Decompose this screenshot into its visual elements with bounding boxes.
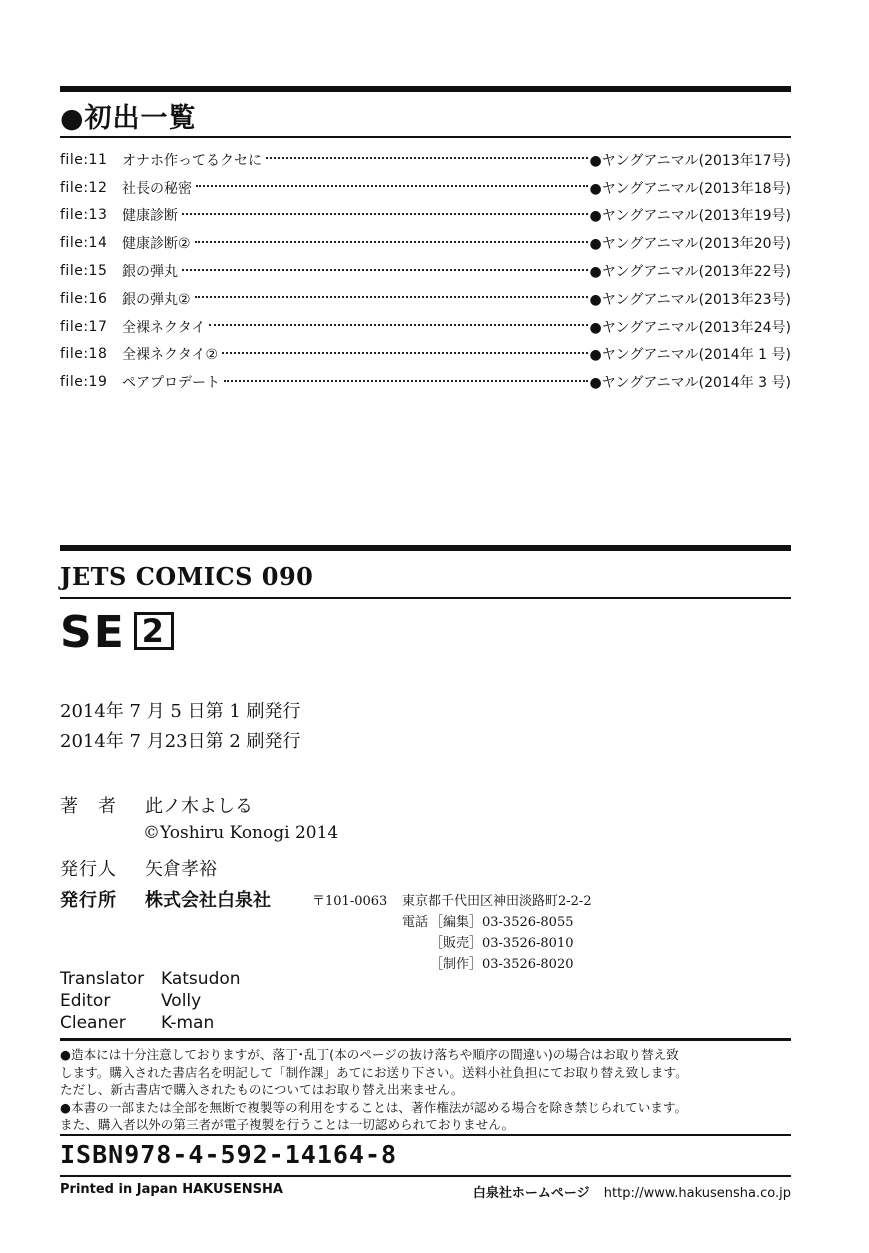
editor-name: Volly xyxy=(161,991,202,1011)
phone-sales: ［販売］03-3526-8010 xyxy=(430,936,574,951)
phone-label: 電話 xyxy=(402,915,429,930)
toc-chapter-title: 銀の弾丸② xyxy=(122,291,191,308)
volume-number: 2 xyxy=(134,612,174,650)
toc-row xyxy=(60,341,791,369)
toc-leader-dots xyxy=(195,296,588,298)
notice-top-rule xyxy=(60,1038,791,1041)
toc-magazine-issue: ●ヤングアニマル(2013年19号) xyxy=(589,208,791,225)
series-rule xyxy=(60,597,791,599)
author-name: 此ノ木よしる xyxy=(145,796,253,817)
toc-leader-dots xyxy=(182,213,588,215)
toc-magazine-issue: ●ヤングアニマル(2014年 1 号) xyxy=(589,347,791,364)
phone-production: ［制作］03-3526-8020 xyxy=(430,957,574,972)
toc-file-number: file:17 xyxy=(60,318,108,335)
homepage-line xyxy=(473,1182,791,1201)
toc-row xyxy=(60,229,791,257)
toc-leader-dots xyxy=(196,185,588,187)
toc-file-number: file:13 xyxy=(60,207,108,224)
notice-line: します。購入された書店名を明記して「制作課」あてにお送り下さい。送料小社負担にてお取り替え致します。 xyxy=(60,1064,688,1080)
toc-magazine-issue: ●ヤングアニマル(2013年18号) xyxy=(589,180,791,197)
toc-file-number: file:16 xyxy=(60,290,108,307)
toc-chapter-title: 全裸ネクタイ xyxy=(122,319,206,336)
toc-leader-dots xyxy=(224,380,588,382)
toc-file-number: file:18 xyxy=(60,346,108,363)
toc-leader-dots xyxy=(266,157,588,159)
issuer-label: 発行人 xyxy=(60,859,117,880)
toc-chapter-title: 社長の秘密 xyxy=(122,180,192,197)
toc-magazine-issue: ●ヤングアニマル(2013年17号) xyxy=(589,152,791,169)
isbn-code: ISBN978-4-592-14164-8 xyxy=(60,1140,398,1169)
notice-bottom-rule xyxy=(60,1134,791,1136)
cleaner-label: Cleaner xyxy=(60,1013,126,1033)
toc-row xyxy=(60,202,791,230)
toc-row xyxy=(60,313,791,341)
editor-label: Editor xyxy=(60,991,111,1011)
book-title-text: SE xyxy=(60,607,126,658)
postal-code: 〒101-0063 xyxy=(312,894,388,909)
toc-row xyxy=(60,257,791,285)
toc-row xyxy=(60,285,791,313)
legal-notice xyxy=(60,1046,805,1134)
book-title xyxy=(60,607,174,658)
first-appearance-list xyxy=(60,146,791,396)
toc-leader-dots xyxy=(182,269,588,271)
toc-file-number: file:12 xyxy=(60,179,108,196)
isbn-rule xyxy=(60,1175,791,1177)
notice-line: ただし、新古書店で購入されたものについてはお取り替え出来ません。 xyxy=(60,1082,464,1098)
author-label: 著 者 xyxy=(60,796,117,817)
homepage-url: http://www.hakusensha.co.jp xyxy=(603,1186,791,1201)
series-label: JETS COMICS 090 xyxy=(60,562,314,591)
toc-chapter-title: 銀の弾丸 xyxy=(122,264,178,281)
issuer-name: 矢倉孝裕 xyxy=(145,859,217,880)
print-date-1: 2014年 7 月 5 日第 1 刷発行 xyxy=(60,701,301,722)
publisher-label: 発行所 xyxy=(60,890,117,911)
toc-magazine-issue: ●ヤングアニマル(2013年22号) xyxy=(589,264,791,281)
toc-chapter-title: オナホ作ってるクセに xyxy=(122,152,262,169)
toc-chapter-title: 健康診断 xyxy=(122,208,178,225)
notice-line: ●造本には十分注意しておりますが、落丁･乱丁(本のページの抜け落ちや順序の間違い)の場合はお取り替え致 xyxy=(60,1047,679,1062)
phone-editorial: ［編集］03-3526-8055 xyxy=(430,915,574,930)
notice-line: また、購入者以外の第三者が電子複製を行うことは一切認められておりません。 xyxy=(60,1117,515,1133)
toc-file-number: file:19 xyxy=(60,374,108,391)
toc-leader-dots xyxy=(195,241,588,243)
homepage-label: 白泉社ホームページ xyxy=(472,1186,590,1201)
toc-leader-dots xyxy=(209,324,587,326)
toc-magazine-issue: ●ヤングアニマル(2013年24号) xyxy=(589,319,791,336)
toc-row xyxy=(60,368,791,396)
publisher-address: 東京都千代田区神田淡路町2-2-2 xyxy=(402,894,592,909)
toc-magazine-issue: ●ヤングアニマル(2014年 3 号) xyxy=(589,375,791,392)
printed-in-label: Printed in Japan HAKUSENSHA xyxy=(60,1182,283,1197)
toc-file-number: file:11 xyxy=(60,151,108,168)
publisher-name: 株式会社白泉社 xyxy=(145,890,271,911)
toc-chapter-title: 全裸ネクタイ② xyxy=(122,347,218,364)
toc-row xyxy=(60,174,791,202)
copyright-line: ©Yoshiru Konogi 2014 xyxy=(143,823,339,843)
toc-file-number: file:15 xyxy=(60,263,108,280)
heading-rule xyxy=(60,136,791,138)
toc-row xyxy=(60,146,791,174)
toc-file-number: file:14 xyxy=(60,235,108,252)
toc-chapter-title: ペアプロデート xyxy=(122,375,220,392)
translator-name: Katsudon xyxy=(161,969,241,989)
toc-magazine-issue: ●ヤングアニマル(2013年23号) xyxy=(589,291,791,308)
notice-line: ●本書の一部または全部を無断で複製等の利用をすることは、著作権法が認める場合を除き禁じられています。 xyxy=(60,1099,688,1115)
colophon-top-rule xyxy=(60,545,791,551)
print-date-2: 2014年 7 月23日第 2 刷発行 xyxy=(60,731,301,752)
cleaner-name: K-man xyxy=(161,1013,215,1033)
translator-label: Translator xyxy=(60,969,145,989)
first-appearance-heading: ●初出一覧 xyxy=(60,103,197,134)
toc-leader-dots xyxy=(222,352,588,354)
toc-magazine-issue: ●ヤングアニマル(2013年20号) xyxy=(589,236,791,253)
top-rule xyxy=(60,86,791,92)
toc-chapter-title: 健康診断② xyxy=(122,236,191,253)
